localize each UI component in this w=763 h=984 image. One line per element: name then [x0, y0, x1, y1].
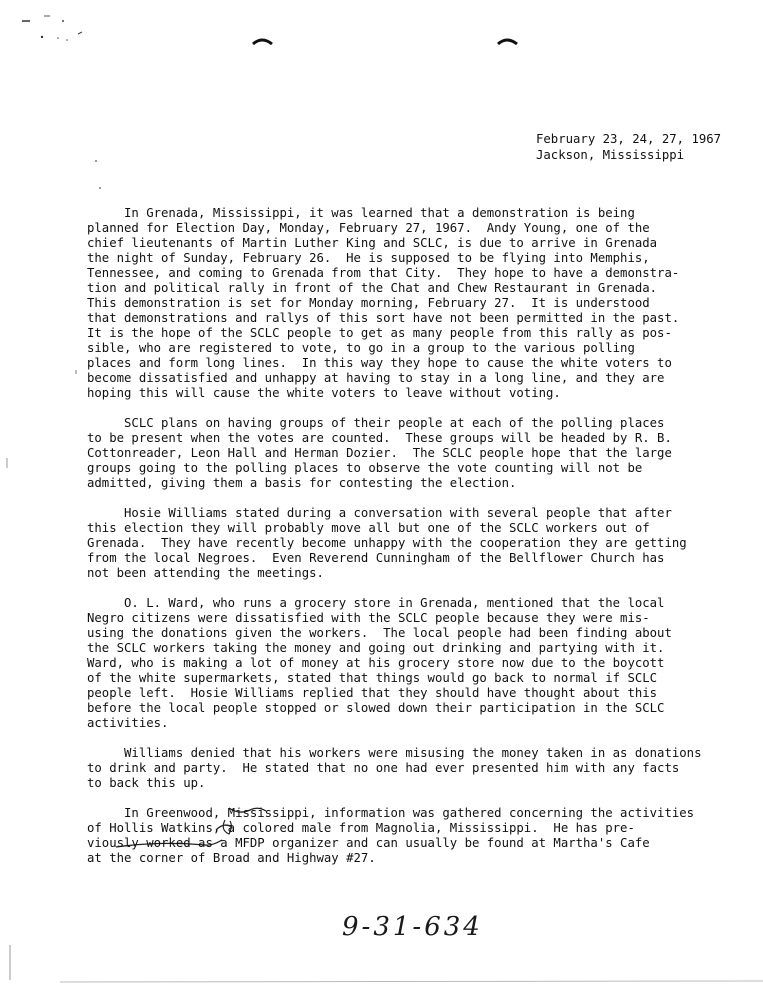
text-line: the SCLC workers taking the money and going out drinking and partying with it.	[87, 641, 665, 655]
text-line: SCLC plans on having groups of their people at each of the polling places	[87, 416, 665, 430]
text-line: to drink and party. He stated that no one had ever presented him with any facts	[87, 761, 680, 775]
text-line: from the local Negroes. Even Reverend Cunningham of the Bellflower Church has	[87, 551, 665, 565]
text-line: to back this up.	[87, 776, 206, 790]
text-line: Grenada. They have recently become unhappy with the cooperation they are getting	[87, 536, 687, 550]
text-line: that demonstrations and rallys of this sort have not been permitted in the past.	[87, 311, 680, 325]
text-line: Ward, who is making a lot of money at his grocery store now due to the boycott	[87, 656, 665, 670]
text-line: sible, who are registered to vote, to go in a group to the various polling	[87, 341, 635, 355]
text-line: Hosie Williams stated during a conversation with several people that after	[87, 506, 672, 520]
text-line: Williams denied that his workers were misusing the money taken in as donations	[87, 746, 702, 760]
report-body	[87, 206, 717, 881]
paragraph-6	[87, 806, 717, 866]
text-line: In Greenwood, Mississippi, information was gathered concerning the activities	[87, 806, 695, 820]
paragraph-2	[87, 416, 717, 491]
text-line: tion and political rally in front of the Chat and Chew Restaurant in Grenada.	[87, 281, 658, 295]
bottom-edge-line	[60, 981, 763, 982]
text-line: before the local people stopped or slowed down their participation in the SCLC	[87, 701, 665, 715]
text-line: admitted, giving them a basis for contesting the election.	[87, 476, 517, 490]
dateline	[536, 131, 721, 163]
text-line: activities.	[87, 716, 169, 730]
text-line: using the donations given the workers. The local people had been finding about	[87, 626, 672, 640]
paragraph-1	[87, 206, 717, 401]
text-line: the night of Sunday, February 26. He is supposed to be flying into Memphis,	[87, 251, 650, 265]
text-line: O. L. Ward, who runs a grocery store in Grenada, mentioned that the local	[87, 596, 665, 610]
dateline-place: Jackson, Mississippi	[536, 148, 685, 162]
text-line: to be present when the votes are counted. These groups will be headed by R. B.	[87, 431, 672, 445]
text-line: not been attending the meetings.	[87, 566, 324, 580]
text-line: chief lieutenants of Martin Luther King and SCLC, is due to arrive in Grenada	[87, 236, 658, 250]
paragraph-4	[87, 596, 717, 731]
text-line: Cottonreader, Leon Hall and Herman Dozier. The SCLC people hope that the large	[87, 446, 672, 460]
text-line: It is the hope of the SCLC people to get as many people from this rally as pos-	[87, 326, 672, 340]
top-left-specks	[22, 16, 82, 41]
dateline-dates: February 23, 24, 27, 1967	[536, 132, 722, 146]
binder-hole-marks	[253, 40, 517, 44]
text-line: of Hollis Watkins, a colored male from Magnolia, Mississippi. He has pre-	[87, 821, 635, 835]
text-line: planned for Election Day, Monday, February 27, 1967. Andy Young, one of the	[87, 221, 650, 235]
text-line: Tennessee, and coming to Grenada from that City. They hope to have a demonstra-	[87, 266, 680, 280]
text-line: Negro citizens were dissatisfied with the SCLC people because they were mis-	[87, 611, 650, 625]
paragraph-5	[87, 746, 717, 791]
text-line: viously worked as a MFDP organizer and can usually be found at Martha's Cafe	[87, 836, 650, 850]
text-line: places and form long lines. In this way they hope to cause the white voters to	[87, 356, 672, 370]
text-line: at the corner of Broad and Highway #27.	[87, 851, 376, 865]
text-line: become dissatisfied and unhappy at having to stay in a long line, and they are	[87, 371, 665, 385]
text-line: hoping this will cause the white voters to leave without voting.	[87, 386, 561, 400]
text-line: people left. Hosie Williams replied that they should have thought about this	[87, 686, 658, 700]
text-line: this election they will probably move all but one of the SCLC workers out of	[87, 521, 650, 535]
text-line: of the white supermarkets, stated that things would go back to normal if SCLC	[87, 671, 658, 685]
paragraph-3	[87, 506, 717, 581]
text-line: groups going to the polling places to observe the vote counting will not be	[87, 461, 643, 475]
handwritten-file-number: 9-31-634	[342, 912, 483, 942]
text-line: This demonstration is set for Monday morning, February 27. It is understood	[87, 296, 650, 310]
text-line: In Grenada, Mississippi, it was learned that a demonstration is being	[87, 206, 635, 220]
